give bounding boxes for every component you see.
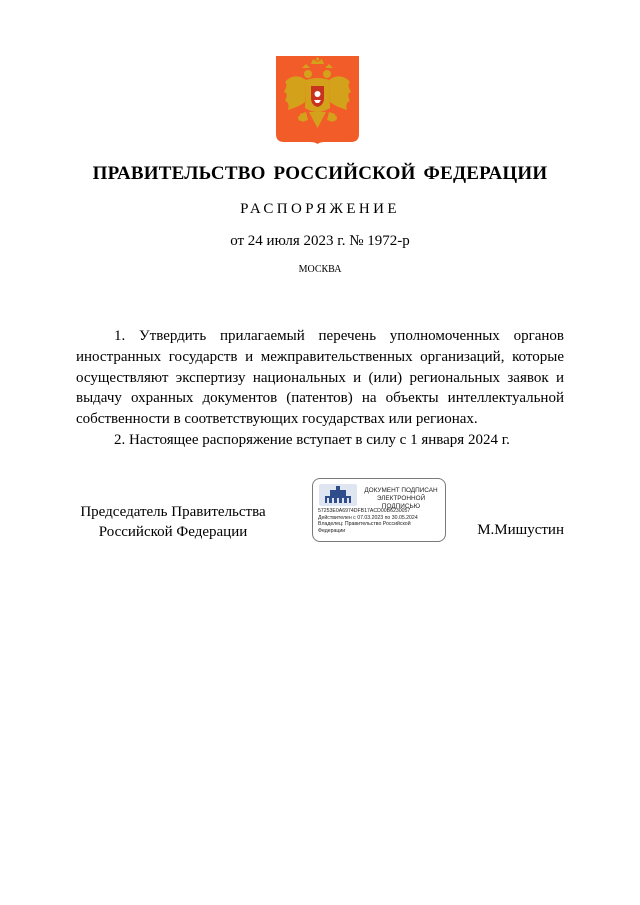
- government-building-icon: [319, 484, 357, 506]
- signatory-name: М.Мишустин: [477, 522, 564, 538]
- electronic-signature-stamp: [312, 478, 446, 542]
- stamp-owner-line2: Федерации: [318, 527, 346, 534]
- stamp-owner-line1: Владелец: Правительство Российской: [318, 521, 411, 528]
- paragraph-2: 2. Настоящее распоряжение вступает в силу с 1 января 2024 г.: [114, 431, 510, 448]
- stamp-title-line1: ДОКУМЕНТ ПОДПИСАН: [364, 487, 438, 494]
- paragraph-1: 1. Утвердить прилагаемый перечень уполномоченных органов иностранных государств и межправительственных организаций, которые осуществляют экспертизу национальных и (или) региональных заявок и выдачу охранных документов (патентов) на объекты интеллектуальной собственности в соответствующих государствах или регионах.: [76, 328, 564, 428]
- stamp-title-line2: ЭЛЕКТРОННОЙ ПОДПИСЬЮ: [376, 495, 426, 510]
- government-title: ПРАВИТЕЛЬСТВО РОССИЙСКОЙ ФЕДЕРАЦИИ: [92, 163, 548, 184]
- stamp-details: [318, 508, 418, 534]
- document-city: МОСКВА: [298, 264, 342, 275]
- document-date-number: от 24 июля 2023 г. № 1972-р: [230, 233, 410, 249]
- signatory-position-line2: Российской Федерации: [98, 524, 248, 540]
- stamp-validity: Действителен с 07.03.2023 по 30.05.2024: [318, 514, 418, 521]
- stamp-certificate: 57253E0A6974DFB17ACD00B6230057: [318, 508, 411, 514]
- signatory-position-line1: Председатель Правительства: [80, 504, 266, 520]
- document-body: [76, 326, 564, 451]
- document-type: РАСПОРЯЖЕНИЕ: [240, 201, 400, 217]
- coat-of-arms-emblem: [276, 56, 359, 144]
- signatory-position: [72, 502, 274, 542]
